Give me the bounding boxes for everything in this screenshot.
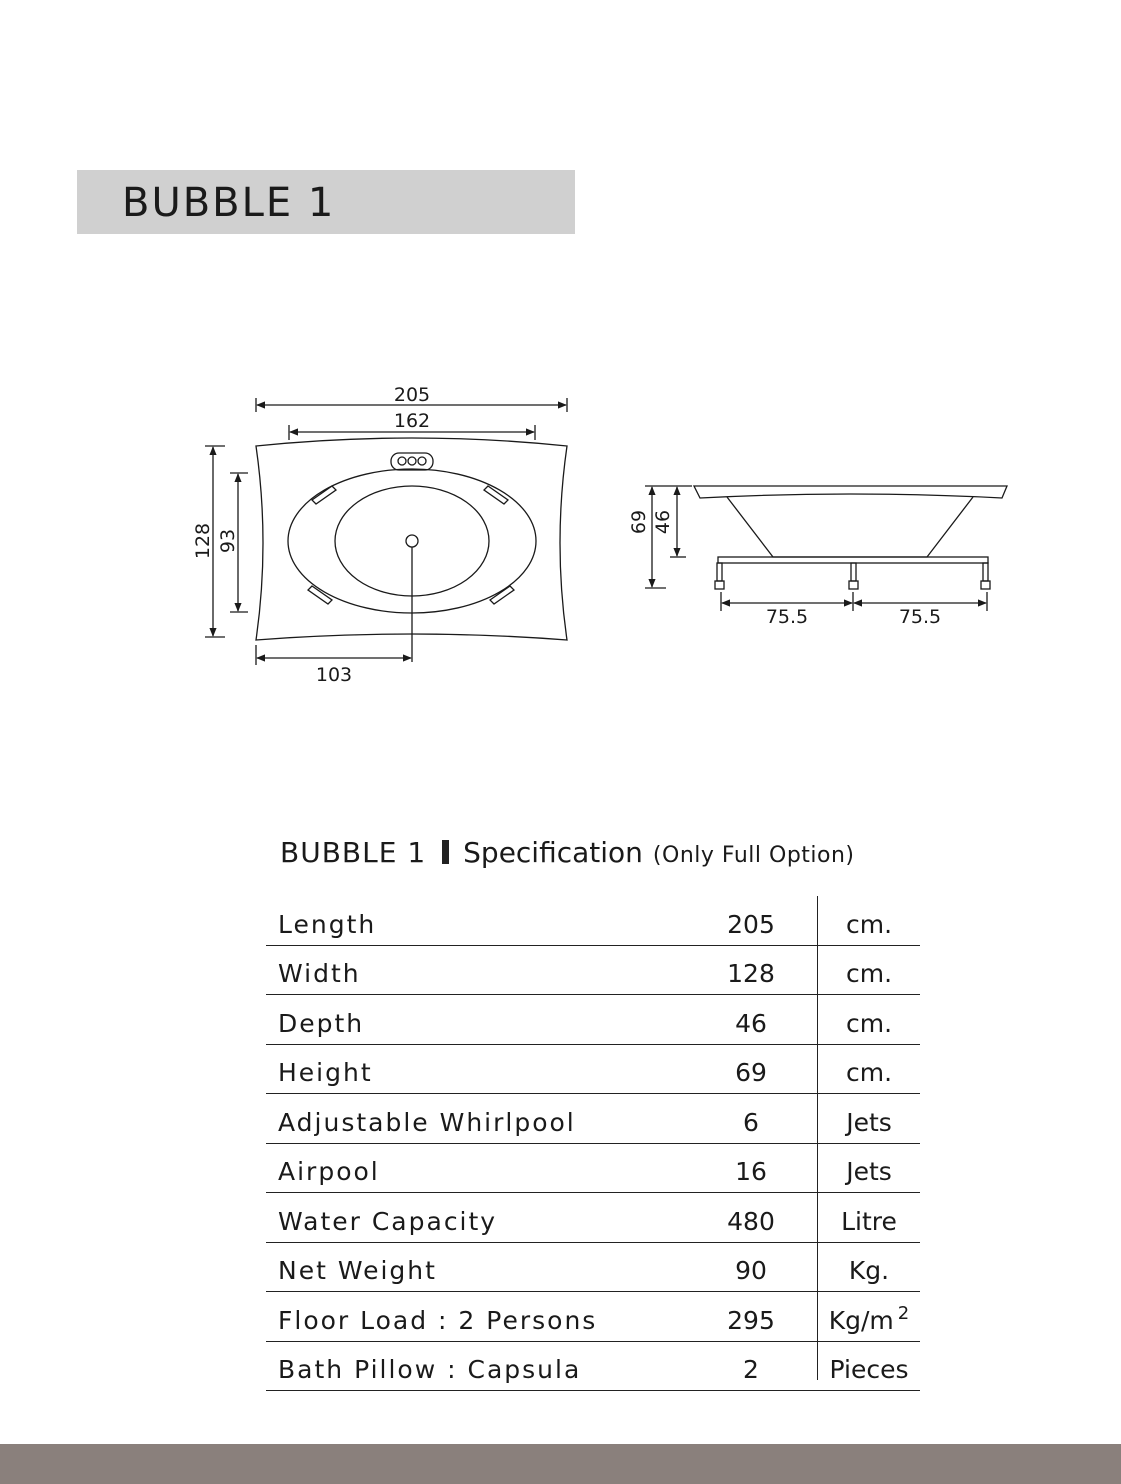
- row-unit: Jets: [846, 1157, 892, 1186]
- dim-inner-length: 162: [393, 410, 431, 432]
- dim-drain-offset: 103: [315, 664, 353, 686]
- dim-left-span: 75.5: [765, 606, 809, 628]
- row-unit: Jets: [846, 1107, 892, 1137]
- spec-note: (Only Full Option): [652, 843, 855, 868]
- row-label: Airpool: [278, 1157, 380, 1186]
- dim-inner-width: 93: [217, 528, 239, 554]
- table-row: [266, 1045, 920, 1095]
- table-row: [266, 1144, 920, 1194]
- row-value: 128: [727, 959, 775, 988]
- row-value: 6: [743, 1107, 759, 1137]
- table-row: [266, 1292, 920, 1342]
- tub-body: [727, 497, 973, 557]
- row-unit: [818, 1303, 920, 1335]
- drain: [406, 535, 418, 547]
- handles: [308, 486, 514, 604]
- row-unit: Pieces: [829, 1355, 909, 1384]
- table-row: [266, 1094, 920, 1144]
- tub-rim-profile: [694, 486, 1007, 498]
- unit-text: Kg/m: [828, 1305, 894, 1335]
- row-value: 480: [727, 1206, 775, 1236]
- row-value: 2: [743, 1355, 759, 1384]
- row-unit: Kg.: [848, 1256, 890, 1285]
- dim-depth: 46: [652, 509, 674, 535]
- dim-overall-width: 128: [192, 522, 214, 560]
- table-row: [266, 1243, 920, 1293]
- row-unit: cm.: [845, 909, 893, 939]
- page-title: BUBBLE 1: [122, 180, 336, 226]
- spec-model: BUBBLE 1: [280, 836, 427, 869]
- legs: [715, 563, 990, 589]
- table-row: [266, 946, 920, 996]
- table-row: [266, 1193, 920, 1243]
- technical-drawing: [0, 370, 1121, 700]
- dim-right-span: 75.5: [898, 606, 942, 628]
- footer-band: [0, 1444, 1121, 1484]
- row-label: Floor Load : 2 Persons: [278, 1305, 598, 1335]
- table-row: [266, 896, 920, 946]
- row-value: 16: [735, 1157, 767, 1186]
- control-panel: [391, 453, 433, 470]
- row-value: 46: [735, 1008, 767, 1038]
- heading-separator: [442, 840, 449, 864]
- row-unit: cm.: [845, 1008, 893, 1038]
- row-value: 205: [727, 909, 775, 939]
- row-label: Water Capacity: [278, 1206, 498, 1236]
- row-label: Length: [278, 909, 377, 939]
- side-view: [645, 486, 1007, 611]
- spec-heading: [280, 836, 855, 869]
- table-row: [266, 995, 920, 1045]
- row-unit: cm.: [845, 959, 893, 988]
- row-label: Depth: [278, 1008, 365, 1038]
- frame-bar: [718, 557, 988, 563]
- row-value: 295: [727, 1305, 775, 1335]
- spec-table: [266, 896, 920, 1391]
- dim-height: 69: [628, 509, 650, 535]
- row-label: Adjustable Whirlpool: [278, 1107, 576, 1137]
- unit-superscript: 2: [897, 1302, 910, 1324]
- table-row: [266, 1342, 920, 1392]
- top-view: [205, 398, 567, 665]
- row-label: Width: [278, 959, 361, 988]
- row-unit: Litre: [841, 1206, 897, 1236]
- spec-heading-word: Specification: [463, 836, 643, 869]
- dim-overall-length: 205: [393, 384, 431, 406]
- row-value: 69: [735, 1058, 767, 1087]
- row-value: 90: [735, 1256, 767, 1285]
- row-label: Net Weight: [278, 1256, 437, 1285]
- title-band: [77, 170, 575, 234]
- row-label: Bath Pillow : Capsula: [278, 1355, 582, 1384]
- row-label: Height: [278, 1058, 373, 1087]
- row-unit: cm.: [845, 1058, 893, 1087]
